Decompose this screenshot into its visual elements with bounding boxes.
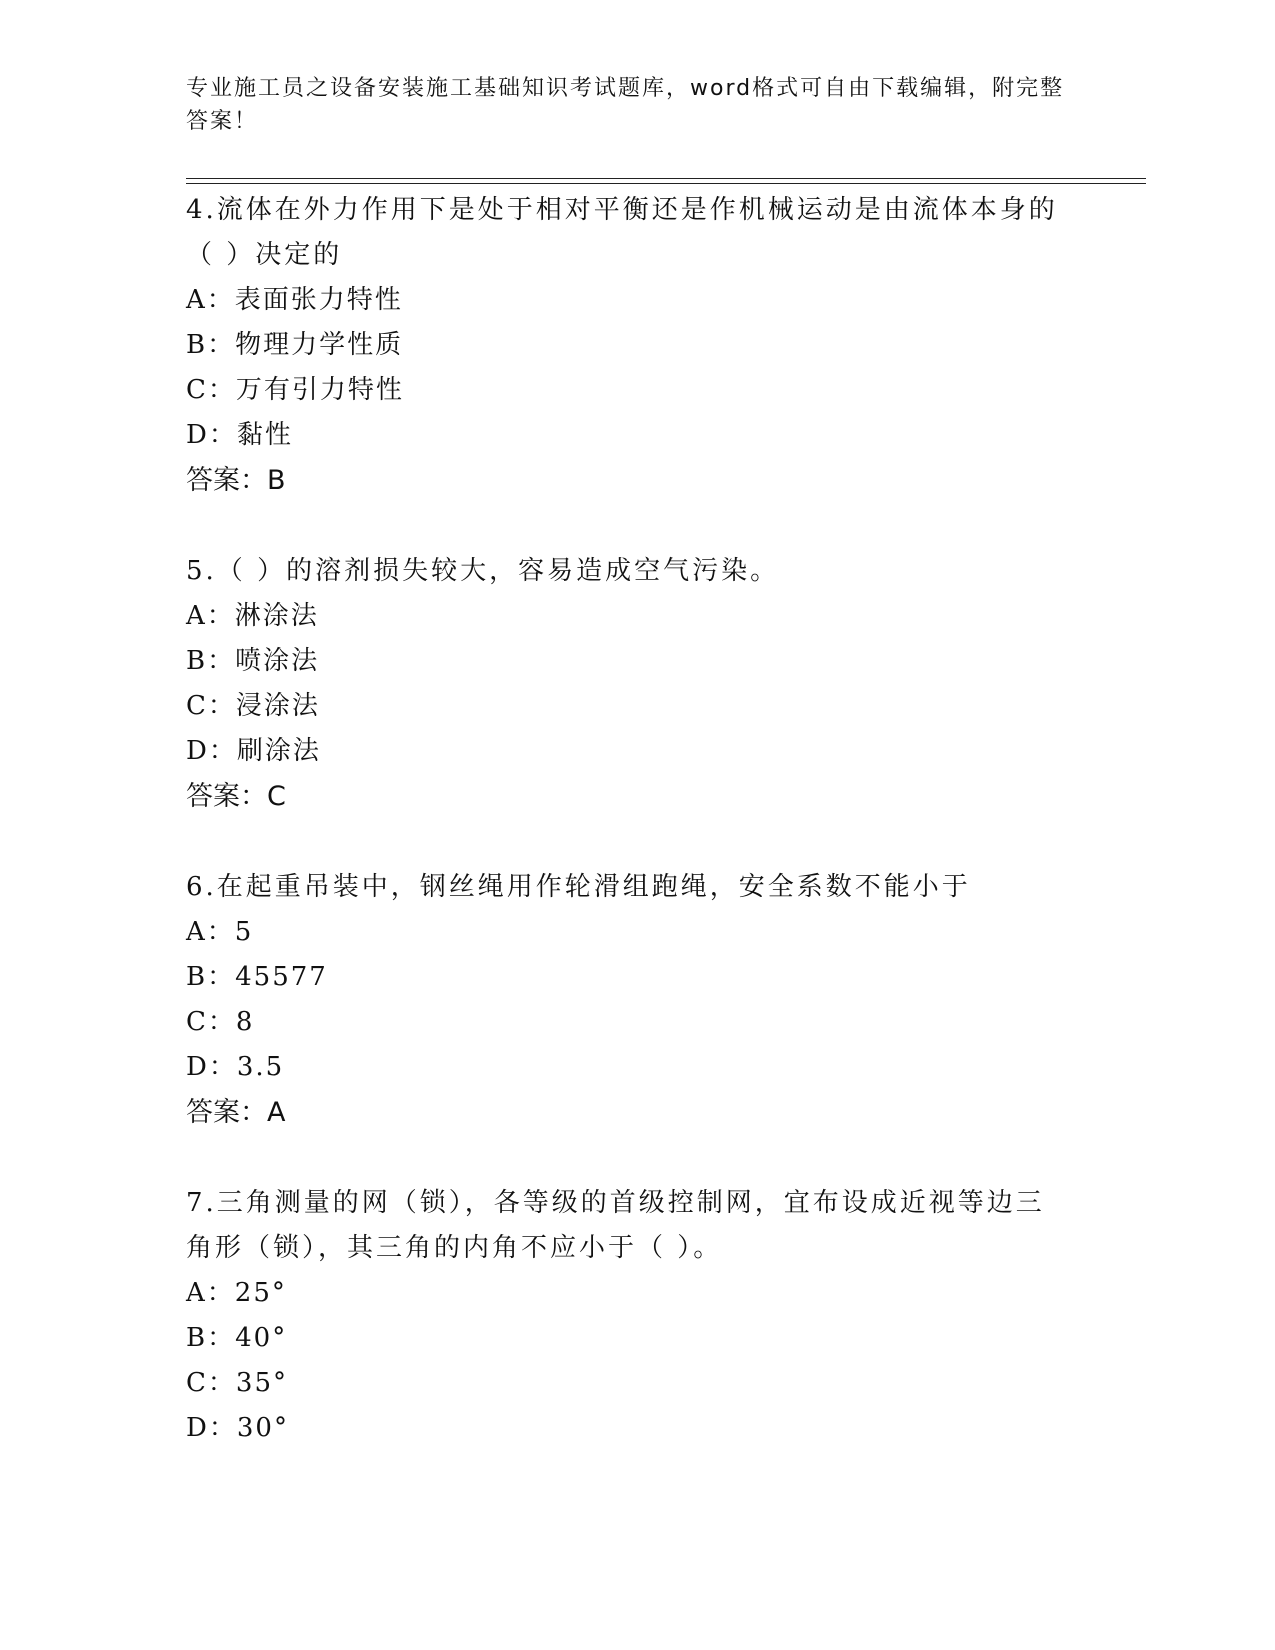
question-4: [186, 188, 1146, 503]
option-letter: A：: [186, 1278, 235, 1308]
option-letter: D：: [186, 1413, 237, 1443]
option-text: 5: [234, 917, 254, 947]
option-letter: C：: [186, 375, 236, 405]
option-a: [186, 594, 1146, 639]
question-list: [186, 188, 1146, 1497]
option-text: 25°: [234, 1278, 287, 1308]
option-text: 物理力学性质: [235, 330, 404, 360]
option-b: [186, 639, 1146, 684]
option-a: [186, 910, 1146, 955]
option-letter: A：: [186, 917, 235, 947]
option-text: 8: [235, 1007, 255, 1037]
option-text: 黏性: [236, 420, 293, 450]
option-d: [186, 729, 1146, 774]
option-letter: B：: [186, 1323, 236, 1353]
option-b: [186, 955, 1146, 1000]
option-text: 40°: [235, 1323, 288, 1353]
question-6: [186, 865, 1146, 1135]
option-letter: A：: [186, 601, 235, 631]
option-letter: C：: [186, 1368, 236, 1398]
header-divider-top: [186, 178, 1146, 179]
option-b: [186, 323, 1146, 368]
option-text: 万有引力特性: [235, 375, 404, 405]
question-stem: 6.在起重吊装中，钢丝绳用作轮滑组跑绳，安全系数不能小于: [186, 872, 971, 902]
option-text: 刷涂法: [236, 736, 321, 766]
option-c: [186, 368, 1146, 413]
option-d: [186, 413, 1146, 458]
option-letter: B：: [186, 646, 236, 676]
option-text: 35°: [235, 1368, 288, 1398]
question-7: [186, 1181, 1146, 1451]
option-text: 30°: [236, 1413, 289, 1443]
option-letter: D：: [186, 736, 237, 766]
option-letter: B：: [186, 330, 236, 360]
option-c: [186, 1361, 1146, 1406]
option-d: [186, 1045, 1146, 1090]
option-a: [186, 278, 1146, 323]
option-letter: C：: [186, 691, 236, 721]
document-header: 专业施工员之设备安装施工基础知识考试题库，word格式可自由下载编辑，附完整答案！: [186, 76, 1065, 134]
option-text: 浸涂法: [235, 691, 320, 721]
option-text: 3.5: [236, 1052, 285, 1082]
question-5: [186, 549, 1146, 819]
answer-line: 答案：A: [186, 1097, 286, 1128]
option-a: [186, 1271, 1146, 1316]
question-stem: 7.三角测量的网（锁），各等级的首级控制网，宜布设成近视等边三角形（锁），其三角的内角不应小于（ ）。: [186, 1188, 1045, 1263]
header-divider-bottom: [186, 183, 1146, 184]
option-text: 淋涂法: [234, 601, 319, 631]
option-text: 表面张力特性: [234, 285, 403, 315]
answer-line: 答案：C: [186, 781, 286, 812]
option-c: [186, 684, 1146, 729]
question-stem: 4.流体在外力作用下是处于相对平衡还是作机械运动是由流体本身的（ ）决定的: [186, 195, 1058, 270]
option-b: [186, 1316, 1146, 1361]
option-letter: B：: [186, 962, 236, 992]
option-d: [186, 1406, 1146, 1451]
option-c: [186, 1000, 1146, 1045]
option-letter: A：: [186, 285, 235, 315]
option-text: 45577: [235, 962, 328, 992]
option-letter: C：: [186, 1007, 236, 1037]
option-letter: D：: [186, 1052, 237, 1082]
question-stem: 5.（ ）的溶剂损失较大，容易造成空气污染。: [186, 556, 780, 586]
answer-line: 答案：B: [186, 465, 286, 496]
option-text: 喷涂法: [235, 646, 320, 676]
option-letter: D：: [186, 420, 237, 450]
